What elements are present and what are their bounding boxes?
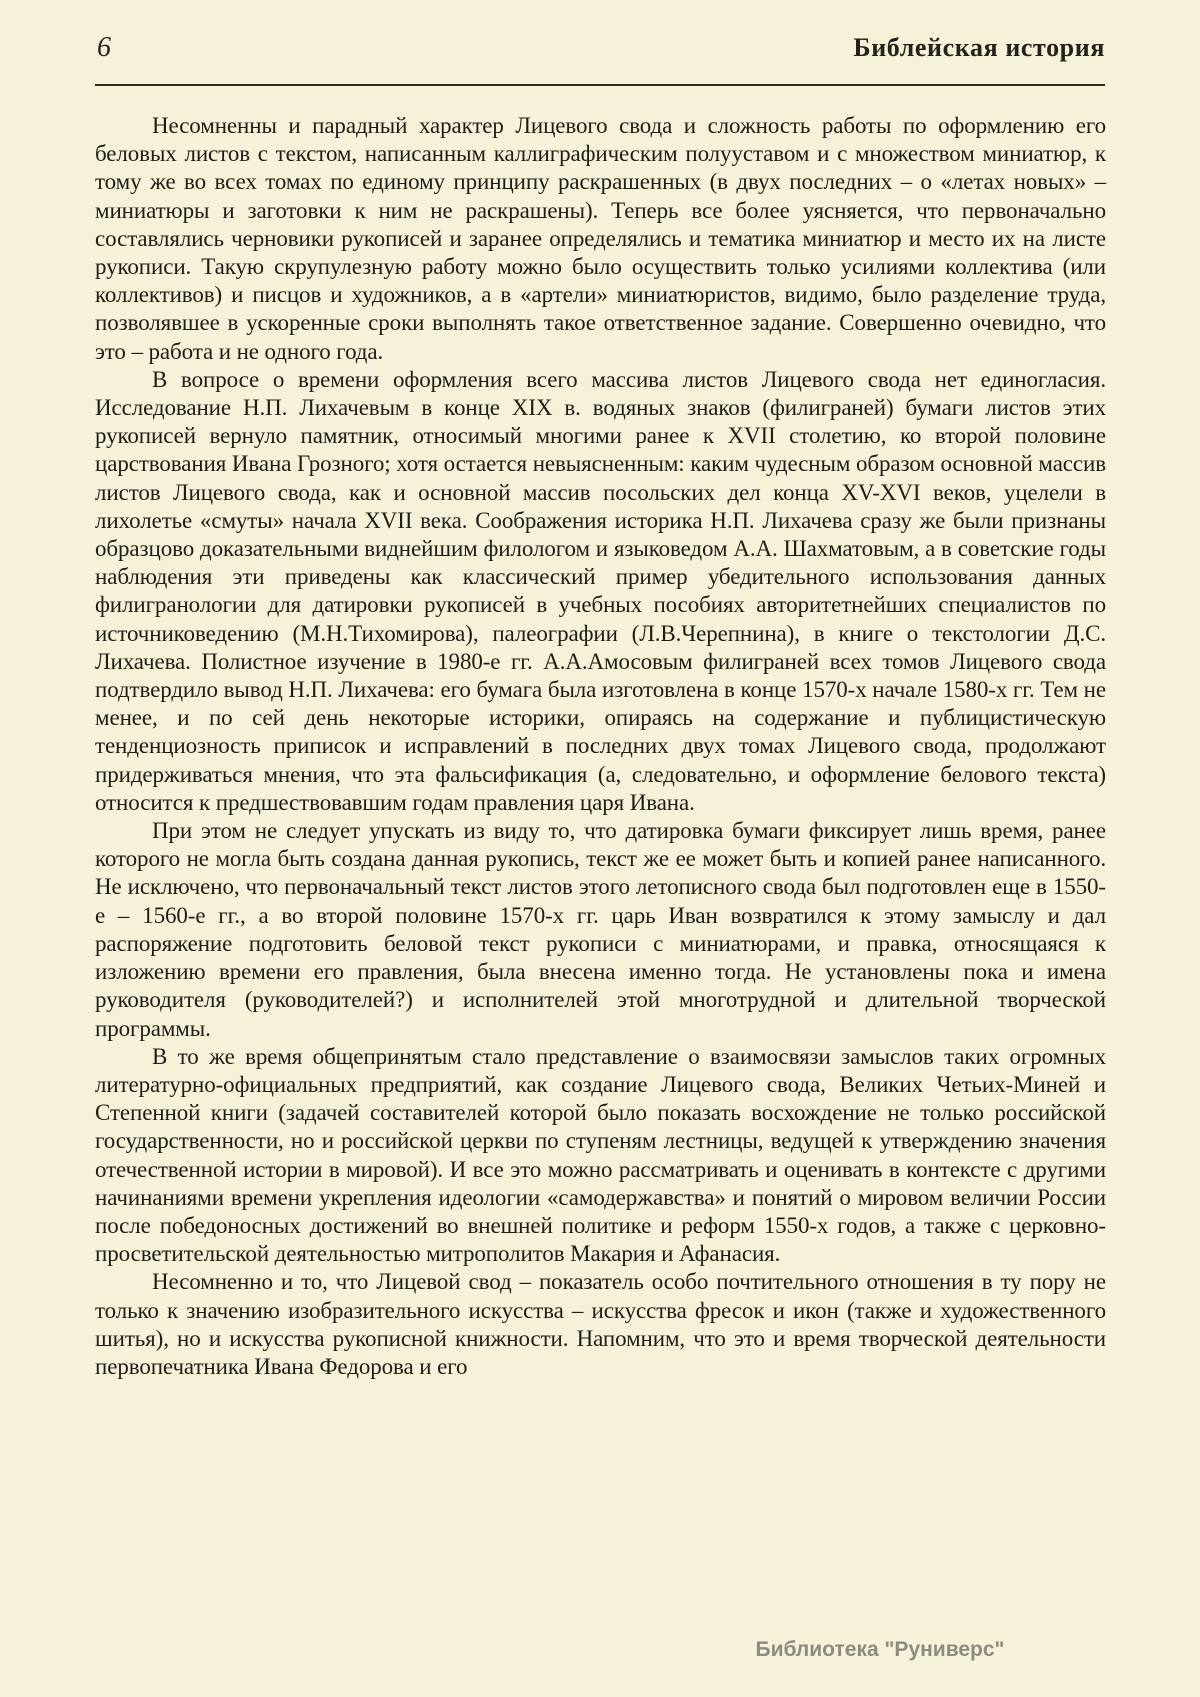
paragraph: При этом не следует упускать из виду то, что датировка бумаги фиксирует лишь время, ранее которого не могла быть создана данная рукопись, текст же ее может быть и копией ранее написанного. Не исключено, что первоначальный текст листов этого летописного свода был подготовлен еще в 1550-е – 1560-е гг., а во второй половине 1570-х гг. царь Иван возвратился к этому замыслу и дал распоряжение подготовить беловой текст рукописи с миниатюрами, и правка, относящаяся к изложению времени его правления, была внесена именно тогда. Не установлены пока и имена руководителя (руководителей?) и исполнителей этой многотрудной и длительной творческой программы. — [95, 818, 1106, 1041]
paragraph: Несомненно и то, что Лицевой свод – показатель особо почтительного отношения в ту пору не только к значению изобразительного искусства – искусства фресок и икон (также и художественного шитья), но и искусства рукописной книжности. Напомним, что это и время творческой деятельности первопечатника Ивана Федорова и его — [95, 1269, 1106, 1379]
paragraph: В вопросе о времени оформления всего массива листов Лицевого свода нет единогласия. Исследование Н.П. Лихачевым в конце XIX в. водяных знаков (филиграней) бумаги листов этих рукописей вернуло памятник, относимый многими ранее к XVII столетию, ко второй половине царствования Ивана Грозного; хотя остается невыясненным: каким чудесным образом основной массив листов Лицевого свода, как и основной массив посольских дел конца XV-XVI веков, уцелели в лихолетье «смуты» начала XVII века. Соображения историка Н.П. Лихачева сразу же были признаны образцово доказательными виднейшим филологом и языковедом А.А. Шахматовым, а в советские годы наблюдения эти приведены как классический пример убедительного использования данных филигранологии для датировки рукописей в учебных пособиях авторитетнейших специалистов по источниковедению (М.Н.Тихомирова), палеографии (Л.В.Черепнина), в книге о текстологии Д.С. Лихачева. Полистное изучение в 1980-е гг. А.А.Амосовым филиграней всех томов Лицевого свода подтвердило вывод Н.П. Лихачева: его бумага была изготовлена в конце 1570-х начале 1580-х гг. Тем не менее, и по сей день некоторые историки, опираясь на содержание и публицистическую тенденциозность приписок и исправлений в последних двух томах Лицевого свода, продолжают придерживаться мнения, что эта фальсификация (а, следовательно, и оформление белового текста) относится к предшествовавшим годам правления царя Ивана. — [95, 366, 1106, 815]
footer-credit: Библиотека "Руниверс" — [755, 1638, 1005, 1661]
header-rule — [95, 84, 1105, 86]
page-header — [95, 32, 1105, 64]
paragraph: В то же время общепринятым стало представление о взаимосвязи замыслов таких огромных литературно-официальных предприятий, как создание Лицевого свода, Великих Четьих-Миней и Степенной книги (задачей составителей которой было показать восхождение не только российской государственности, но и российской церкви по ступеням лестницы, ведущей к утверждению значения отечественной истории в мировой). И все это можно рассматривать и оценивать в контексте с другими начинаниями времени укрепления идеологии «самодержавства» и понятий о мировом величии России после победоносных достижений во внешней политике и реформ 1550-х годов, а также с церковно-просветительской деятельностью митрополитов Макария и Афанасия. — [95, 1043, 1106, 1267]
paragraph: Несомненны и парадный характер Лицевого свода и сложность работы по оформлению его беловых листов с текстом, написанным каллиграфическим полууставом и с множеством миниатюр, к тому же во всех томах по единому принципу раскрашенных (в двух последних – о «летах новых» – миниатюры и заготовки к ним не раскрашены). Теперь все более уясняется, что первоначально составлялись черновики рукописей и заранее определялись и тематика миниатюр и место их на листе рукописи. Такую скрупулезную работу можно было осуществить только усилиями коллектива (или коллективов) и писцов и художников, а в «артели» миниатюристов, видимо, было разделение труда, позволявшее в ускоренные сроки выполнять такое ответственное задание. Совершенно очевидно, что это – работа и не одного года. — [95, 113, 1106, 364]
page-number: 6 — [97, 32, 111, 63]
body-text — [95, 112, 1106, 1381]
running-title: Библейская история — [853, 33, 1105, 62]
